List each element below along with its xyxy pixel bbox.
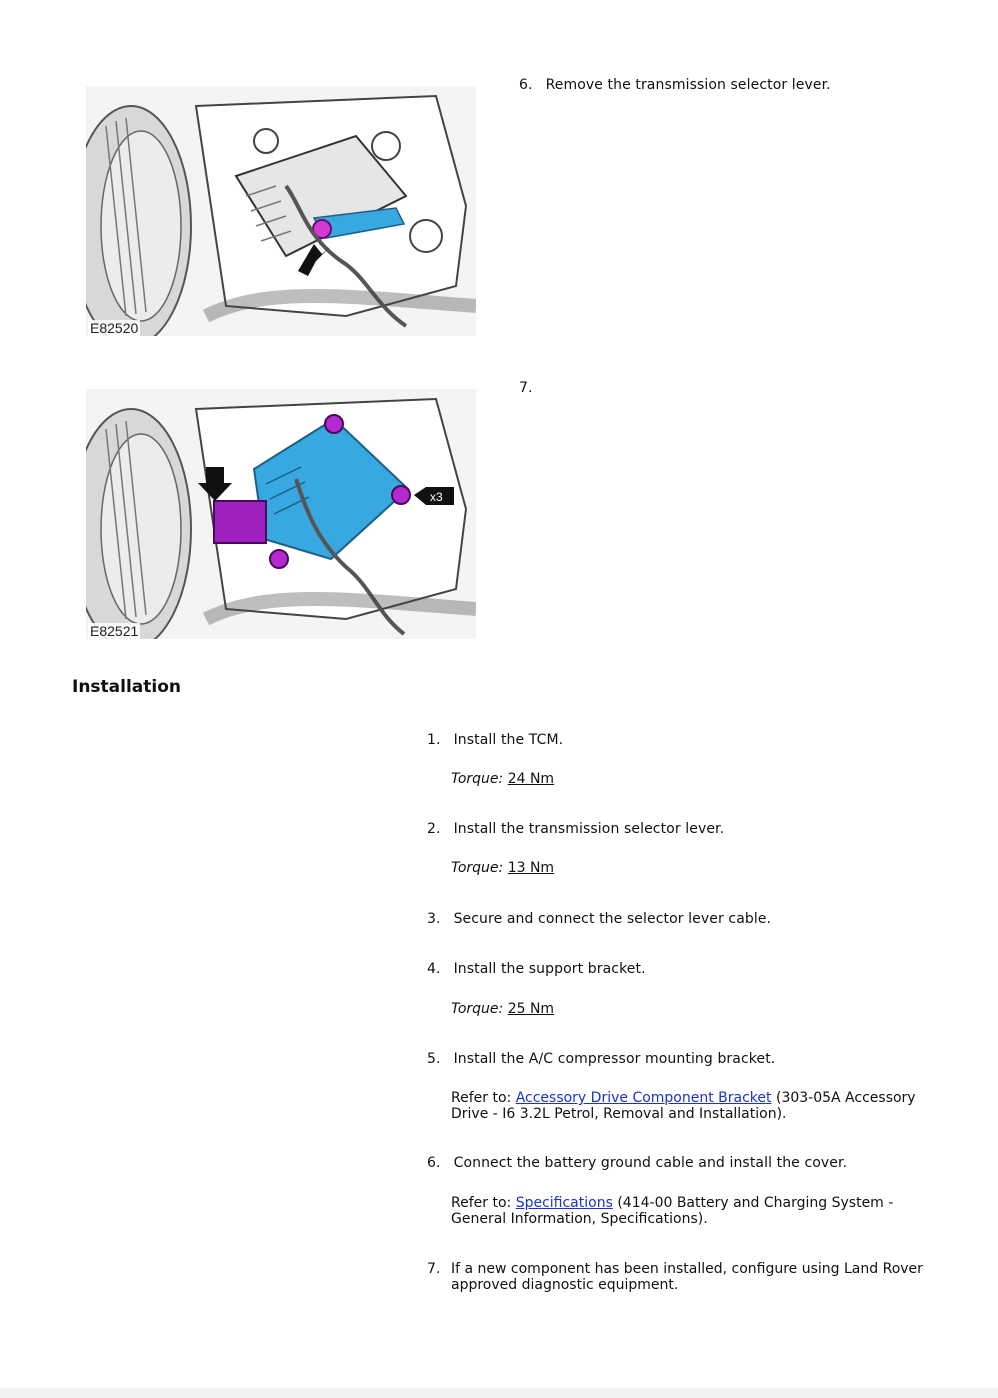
step-number: 7. (519, 380, 533, 396)
torque-label: Torque: (451, 771, 504, 787)
install-step-5 (427, 1051, 775, 1067)
step-number: 6. (519, 77, 533, 93)
step-number: 1. (427, 732, 441, 748)
engine-illustration-1 (86, 86, 476, 336)
torque-value: 24 Nm (507, 771, 555, 787)
step-text: If a new component has been installed, configure using Land Rover approved diagnostic equipment. (451, 1261, 923, 1293)
step-number: 3. (427, 911, 441, 927)
step-text: Remove the transmission selector lever. (545, 77, 831, 93)
refer-prefix: Refer to: (451, 1195, 512, 1211)
step-number: 6. (427, 1155, 441, 1171)
figure-e82521 (86, 389, 476, 639)
refer-prefix: Refer to: (451, 1090, 512, 1106)
step-text: Install the transmission selector lever. (453, 821, 725, 837)
install-step-4 (427, 961, 646, 977)
torque-value: 25 Nm (507, 1001, 555, 1017)
torque-value: 13 Nm (507, 860, 555, 876)
torque-spec-2 (451, 860, 554, 876)
torque-spec-1 (451, 771, 554, 787)
link-specifications[interactable]: Specifications (515, 1195, 613, 1211)
step-number: 5. (427, 1051, 441, 1067)
install-step-2 (427, 821, 724, 837)
install-step-1 (427, 732, 563, 748)
step-number: 7. (427, 1261, 441, 1277)
page-footer-band (0, 1388, 998, 1398)
figure-e82520 (86, 86, 476, 336)
step-text: Install the support bracket. (453, 961, 646, 977)
torque-label: Torque: (451, 1001, 504, 1017)
install-step-7 (427, 1261, 927, 1293)
torque-label: Torque: (451, 860, 504, 876)
step-number: 4. (427, 961, 441, 977)
callout-x3: x3 (430, 490, 443, 504)
removal-step-7 (519, 380, 541, 396)
install-step-6 (427, 1155, 847, 1171)
section-heading-installation: Installation (72, 677, 182, 697)
refer-to-6 (451, 1195, 921, 1227)
install-step-3 (427, 911, 771, 927)
link-accessory-drive-component-bracket[interactable]: Accessory Drive Component Bracket (515, 1090, 772, 1106)
refer-suffix: (303-05A Accessory Drive - I6 3.2L Petrol, Removal and Installation). (451, 1090, 916, 1122)
removal-step-6 (519, 77, 831, 93)
step-text: Connect the battery ground cable and install the cover. (453, 1155, 848, 1171)
step-number: 2. (427, 821, 441, 837)
figure-label: E82521 (90, 623, 139, 639)
step-text: Install the TCM. (453, 732, 564, 748)
step-text: Secure and connect the selector lever cable. (453, 911, 772, 927)
figure-label: E82520 (90, 320, 139, 336)
step-text: Install the A/C compressor mounting bracket. (453, 1051, 776, 1067)
refer-to-5 (451, 1090, 921, 1122)
refer-suffix: (414-00 Battery and Charging System - General Information, Specifications). (451, 1195, 894, 1227)
engine-illustration-2 (86, 389, 476, 639)
torque-spec-4 (451, 1001, 554, 1017)
